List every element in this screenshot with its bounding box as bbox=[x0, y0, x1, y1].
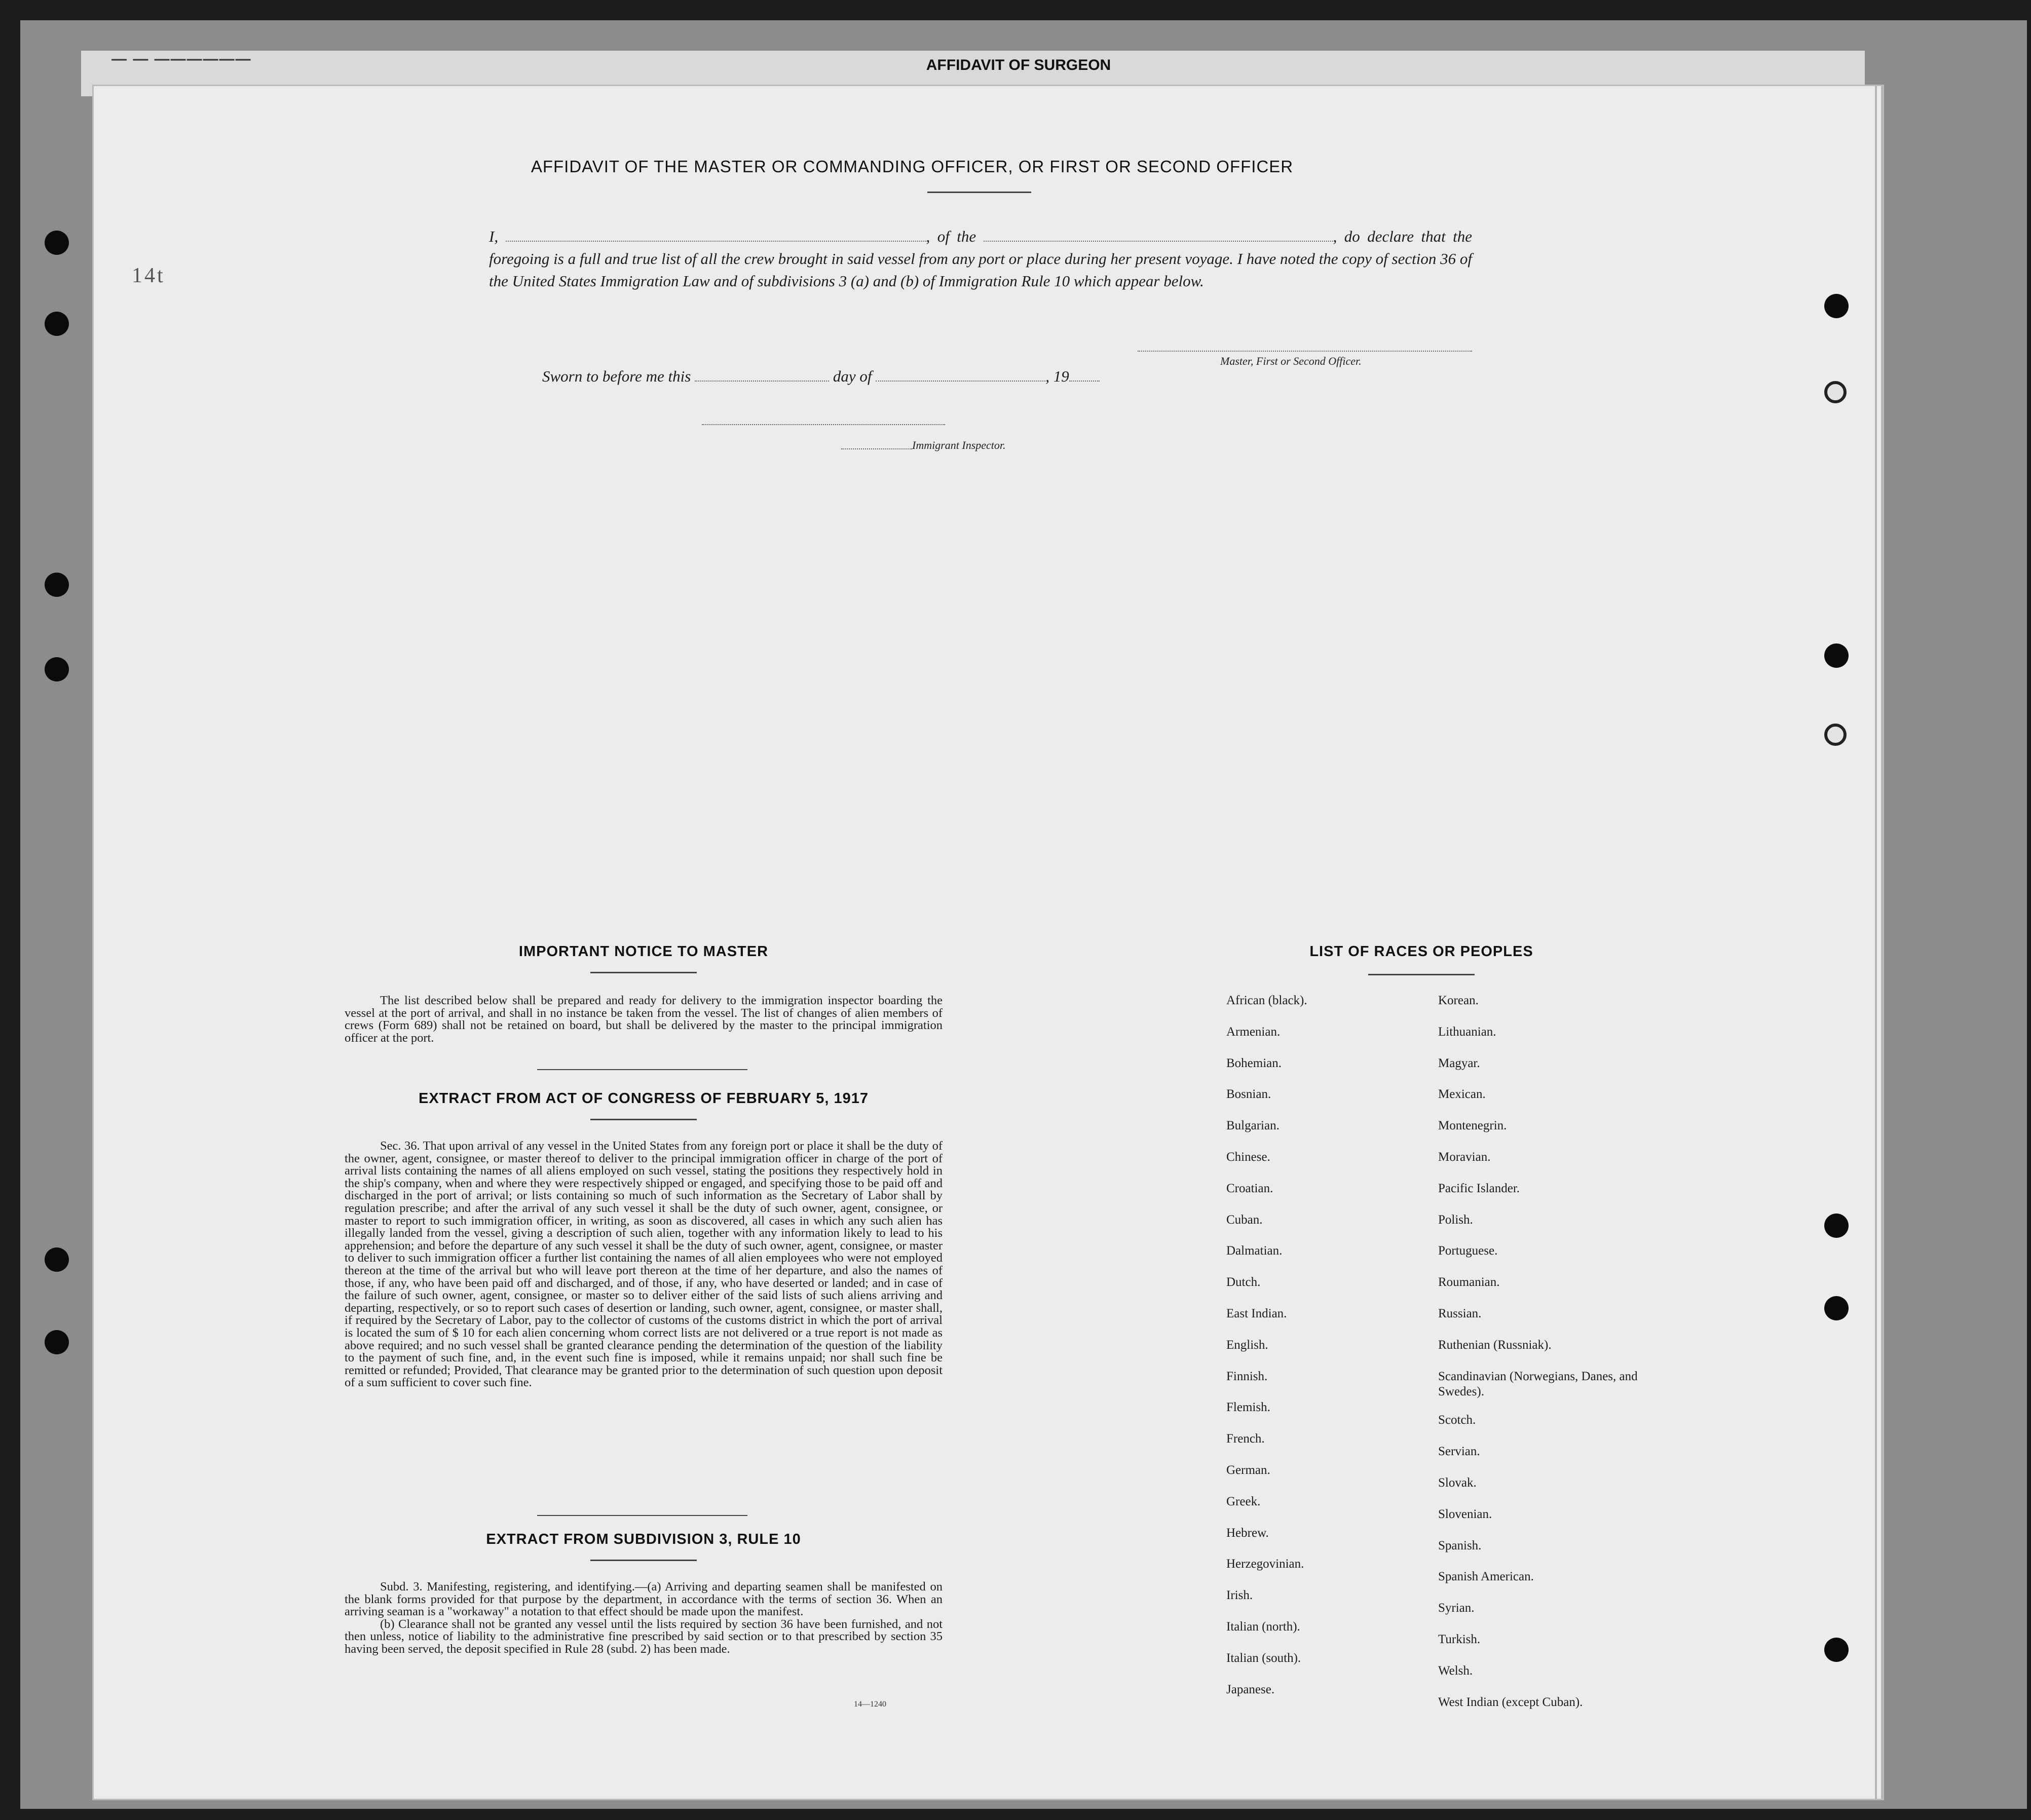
race-item: Finnish. bbox=[1226, 1369, 1268, 1383]
race-item: Bulgarian. bbox=[1226, 1119, 1280, 1133]
race-item: Spanish American. bbox=[1438, 1570, 1534, 1584]
notice-paragraph: The list described below shall be prepared and ready for delivery to the immigration inspector boarding the vessel at the port of arrival, and shall in no instance be taken from the vessel. The list of changes of alien members of crews (Form 689) shall not be retained on board, but shall be delivered by the master to the principal immigration officer at the port. bbox=[345, 994, 943, 1045]
race-item: Flemish. bbox=[1226, 1400, 1270, 1415]
race-item: Roumanian. bbox=[1438, 1275, 1500, 1290]
race-item: Scotch. bbox=[1438, 1413, 1476, 1427]
decl-i: I, bbox=[489, 228, 499, 245]
notice-body bbox=[345, 995, 943, 1044]
race-item: German. bbox=[1226, 1463, 1270, 1477]
binder-hole bbox=[1824, 724, 1847, 746]
decl-body: that the foregoing is a full and true list of all the crew brought in said vessel from any port or place during her present voyage. I have noted the copy of section 36 of the United States Immigration Law and of subdivisions 3 (a) and (b) of Immigration Rule 10 which appear below. bbox=[489, 228, 1472, 290]
race-item: Irish. bbox=[1226, 1588, 1253, 1603]
race-item: Moravian. bbox=[1438, 1150, 1491, 1164]
rule-rule bbox=[590, 1560, 697, 1561]
binder-hole bbox=[1824, 1638, 1849, 1662]
form-id-text: — — —————— bbox=[111, 51, 252, 67]
binder-hole bbox=[45, 657, 69, 681]
sworn-text: Sworn to before me this bbox=[542, 367, 691, 385]
race-item: East Indian. bbox=[1226, 1307, 1287, 1320]
binder-hole bbox=[45, 1330, 69, 1354]
race-item: Cuban. bbox=[1226, 1212, 1263, 1227]
name-blank[interactable] bbox=[506, 229, 926, 242]
sworn-line bbox=[542, 367, 1100, 386]
race-item: Magyar. bbox=[1438, 1056, 1480, 1070]
race-item: Pacific Islander. bbox=[1438, 1181, 1520, 1195]
inspector-label-line bbox=[841, 448, 912, 449]
race-item: Korean. bbox=[1438, 994, 1479, 1007]
race-item: Mexican. bbox=[1438, 1087, 1486, 1102]
day-blank[interactable] bbox=[695, 368, 829, 382]
binder-hole bbox=[45, 312, 69, 336]
master-signature-line[interactable] bbox=[1138, 351, 1472, 352]
races-rule bbox=[1368, 974, 1475, 975]
race-item: Slovenian. bbox=[1438, 1507, 1492, 1521]
page-edge bbox=[1875, 86, 1877, 1799]
race-item: Dutch. bbox=[1226, 1275, 1261, 1290]
act-extract-title: EXTRACT FROM ACT OF CONGRESS OF FEBRUARY 5, 1917 bbox=[418, 1090, 869, 1107]
month-blank[interactable] bbox=[876, 368, 1045, 382]
race-item: Bohemian. bbox=[1226, 1056, 1282, 1070]
section-divider bbox=[537, 1515, 747, 1516]
race-item: Syrian. bbox=[1438, 1601, 1475, 1615]
sworn-day: day of bbox=[833, 367, 872, 385]
binder-hole bbox=[1824, 1296, 1849, 1320]
race-item: Russian. bbox=[1438, 1307, 1482, 1320]
race-item: Italian (south). bbox=[1226, 1651, 1301, 1665]
notice-title: IMPORTANT NOTICE TO MASTER bbox=[518, 943, 769, 960]
binder-hole bbox=[1824, 381, 1847, 403]
race-item: Spanish. bbox=[1438, 1538, 1482, 1552]
race-item: Dalmatian. bbox=[1226, 1244, 1283, 1258]
rule-paragraph-b: (b) Clearance shall not be granted any vessel until the lists required by section 36 have been furnished, and not then unless, notice of liability to the administrative fine prescribed by said section or to that prescribed by section 35 having been served, the deposit specified in Rule 28 (subd. 2) has been made. bbox=[345, 1617, 943, 1656]
title-rule bbox=[927, 192, 1031, 193]
race-item: Herzegovinian. bbox=[1226, 1557, 1304, 1571]
race-item: Italian (north). bbox=[1226, 1620, 1300, 1634]
race-item: Montenegrin. bbox=[1438, 1119, 1507, 1133]
act-body bbox=[345, 1140, 943, 1389]
race-item: Armenian. bbox=[1226, 1025, 1281, 1039]
race-item: Slovak. bbox=[1438, 1476, 1477, 1490]
binder-hole bbox=[1824, 294, 1849, 318]
rule-body bbox=[345, 1581, 943, 1656]
rule-paragraph-a: Subd. 3. Manifesting, registering, and identifying.—(a) Arriving and departing seamen shall be manifested on the blank forms provided for that purpose by the department, in accordance with the terms of section 36. When an arriving seaman is a "workaway" a notation to that effect should be made upon the manifest. bbox=[345, 1580, 943, 1619]
vessel-blank[interactable] bbox=[984, 229, 1333, 242]
binder-hole bbox=[1824, 643, 1849, 668]
act-rule bbox=[590, 1119, 697, 1120]
race-item: Bosnian. bbox=[1226, 1087, 1271, 1102]
race-item: French. bbox=[1226, 1432, 1265, 1446]
binder-hole bbox=[45, 1247, 69, 1272]
race-item: Polish. bbox=[1438, 1212, 1473, 1227]
decl-of-the: , of the bbox=[926, 228, 976, 245]
surgeon-affidavit-heading: AFFIDAVIT OF SURGEON bbox=[926, 57, 1111, 73]
margin-note: 14t bbox=[132, 264, 165, 287]
act-paragraph: Sec. 36. That upon arrival of any vessel in the United States from any foreign port or place it shall be the duty of the owner, agent, consignee, or master thereof to deliver to the principal immigration officer in charge of the port of arrival lists containing the names of all aliens employed on such vessel, stating the positions they respectively hold in the ship's company, when and where they were respectively shipped or engaged, and specifying those to be paid off and discharged in the port of arrival; or lists containing so much of such information as the Secretary of Labor shall by regulation prescribe; and after the arrival of any such vessel it shall be the duty of such owner, agent, consignee, or master to report to such immigration officer, in writing, as soon as discovered, all cases in which any such alien has illegally landed from the vessel, giving a description of such alien, together with any information likely to lead to his apprehension; and before the departure of any such vessel it shall be the duty of such owner, agent, consignee, or master to deliver to such immigration officer a further list containing the names of all alien employees who were not employed thereon at the time of the arrival but who will leave port thereon at the time of her departure, and also the names of those, if any, who have been paid off and discharged, and of those, if any, who have deserted or landed; and in case of the failure of such owner, agent, consignee, or master so to deliver either of the said lists of such aliens arriving and departing, respectively, or so to report such cases of desertion or landing, such owner, agent, consignee, or master shall, if required by the Secretary of Labor, pay to the collector of customs of the customs district in which the port of arrival is located the sum of $ 10 for each alien concerning whom correct lists are not delivered or a true report is not made as above required; and no such vessel shall be granted clearance pending the determination of the question of the liability to the payment of such fine, and, in the event such fine is imposed, while it remains unpaid; nor shall such fine be remitted or refunded; Provided, That clearance may be granted prior to the determination of such question upon deposit of a sum sufficient to cover such fine. bbox=[345, 1139, 943, 1390]
race-item: Portuguese. bbox=[1438, 1244, 1498, 1258]
decl-declare: , do declare bbox=[1333, 228, 1414, 245]
race-item: Turkish. bbox=[1438, 1633, 1481, 1646]
race-item: Scandinavian (Norwegians, Danes, and Swedes). bbox=[1438, 1369, 1638, 1398]
rule-extract-title: EXTRACT FROM SUBDIVISION 3, RULE 10 bbox=[486, 1531, 801, 1547]
race-item: Japanese. bbox=[1226, 1682, 1275, 1696]
binder-hole bbox=[1824, 1214, 1849, 1238]
binder-hole bbox=[45, 231, 69, 255]
race-item: Lithuanian. bbox=[1438, 1025, 1496, 1039]
section-divider bbox=[537, 1069, 747, 1070]
race-item: Servian. bbox=[1438, 1445, 1480, 1459]
affidavit-title: AFFIDAVIT OF THE MASTER OR COMMANDING OFFICER, OR FIRST OR SECOND OFFICER bbox=[531, 157, 1294, 176]
year-blank[interactable] bbox=[1069, 368, 1100, 382]
race-item: Ruthenian (Russniak). bbox=[1438, 1338, 1552, 1352]
inspector-signature-line[interactable] bbox=[702, 424, 945, 425]
inspector-label: Immigrant Inspector. bbox=[912, 439, 1006, 451]
race-item: Welsh. bbox=[1438, 1663, 1473, 1678]
notice-rule bbox=[590, 972, 697, 973]
race-item: Chinese. bbox=[1226, 1150, 1270, 1164]
race-item: West Indian (except Cuban). bbox=[1438, 1695, 1583, 1709]
race-item: Hebrew. bbox=[1226, 1526, 1269, 1540]
binder-hole bbox=[45, 573, 69, 597]
master-label: Master, First or Second Officer. bbox=[1220, 355, 1362, 367]
sworn-year: , 19 bbox=[1045, 367, 1069, 385]
page-edge bbox=[1881, 86, 1883, 1799]
form-code: 14—1240 bbox=[854, 1700, 886, 1709]
race-item: Greek. bbox=[1226, 1494, 1261, 1508]
race-item: English. bbox=[1226, 1338, 1268, 1352]
declaration-text bbox=[489, 225, 1472, 292]
races-title: LIST OF RACES OR PEOPLES bbox=[1309, 943, 1533, 960]
race-item: Croatian. bbox=[1226, 1181, 1273, 1195]
race-item: African (black). bbox=[1226, 994, 1307, 1007]
